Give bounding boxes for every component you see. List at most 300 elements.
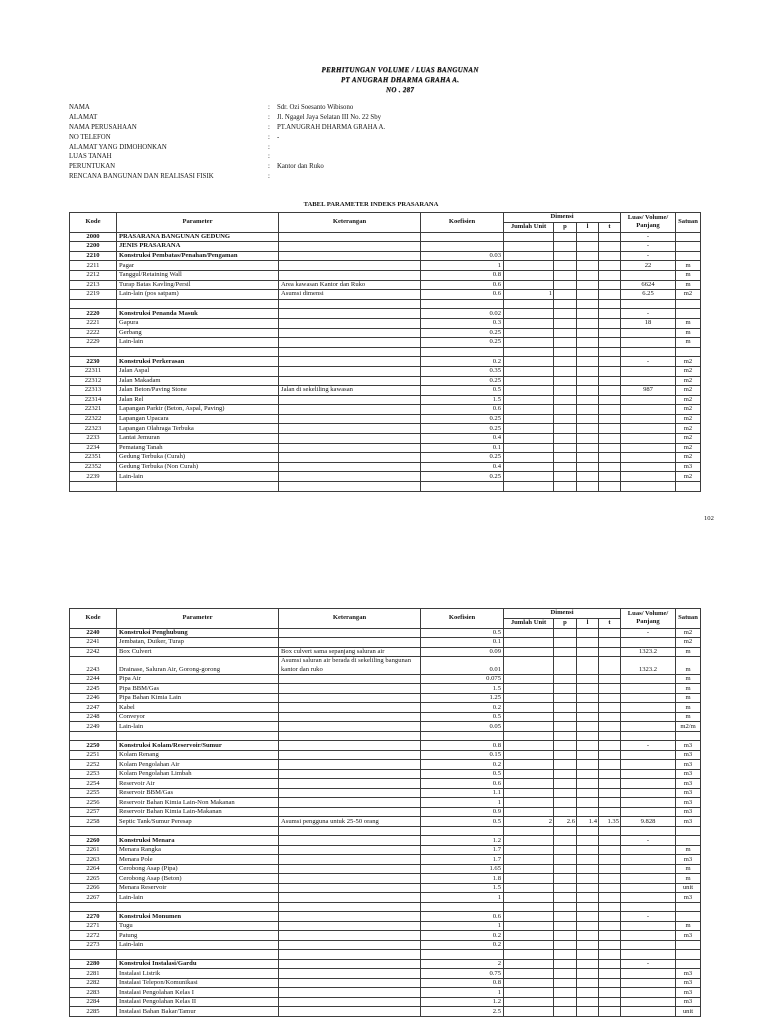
cell-keterangan	[279, 1007, 421, 1017]
cell-keterangan	[279, 788, 421, 798]
cell-kode: 2270	[70, 912, 117, 922]
cell-kode: 2213	[70, 280, 117, 290]
cell-p	[554, 997, 577, 1007]
cell-p	[554, 462, 577, 472]
cell-jumlah-unit	[504, 760, 554, 770]
table-row	[70, 864, 701, 874]
cell-satuan: m3	[676, 978, 701, 988]
cell-l	[577, 807, 599, 817]
empty-row	[70, 347, 701, 357]
cell-kode: 2219	[70, 290, 117, 300]
cell-l	[577, 647, 599, 657]
cell-t	[599, 836, 621, 846]
cell-jumlah-unit	[504, 912, 554, 922]
cell-satuan: m	[676, 261, 701, 271]
cell-kode: 2267	[70, 893, 117, 903]
cell-luas: 22	[621, 261, 676, 271]
cell-keterangan	[279, 424, 421, 434]
cell-l	[577, 328, 599, 338]
cell-p	[554, 921, 577, 931]
cell-kode: 2258	[70, 817, 117, 827]
cell-keterangan: Asumsi pengguna untuk 25-50 orang	[279, 817, 421, 827]
cell-keterangan	[279, 674, 421, 684]
info-label: NAMA PERUSAHAAN	[69, 123, 137, 131]
cell-l	[577, 242, 599, 252]
cell-luas: -	[621, 628, 676, 638]
cell-t	[599, 414, 621, 424]
cell-t	[599, 280, 621, 290]
cell-satuan	[676, 912, 701, 922]
table-row	[70, 684, 701, 694]
cell-satuan: m	[676, 712, 701, 722]
cell-p	[554, 902, 577, 912]
cell-parameter: JENIS PRASARANA	[117, 242, 279, 252]
cell-jumlah-unit	[504, 242, 554, 252]
cell-keterangan	[279, 462, 421, 472]
cell-luas: 6.25	[621, 290, 676, 300]
cell-keterangan	[279, 912, 421, 922]
table-row	[70, 969, 701, 979]
cell-luas: 1323.2	[621, 647, 676, 657]
cell-keterangan	[279, 902, 421, 912]
cell-t: 1.35	[599, 817, 621, 827]
cell-p	[554, 693, 577, 703]
cell-luas	[621, 950, 676, 960]
cell-l	[577, 290, 599, 300]
cell-l	[577, 270, 599, 280]
cell-kode: 2243	[70, 657, 117, 675]
cell-l	[577, 769, 599, 779]
cell-kode	[70, 826, 117, 836]
info-row	[69, 113, 489, 123]
cell-kode: 22352	[70, 462, 117, 472]
cell-keterangan	[279, 779, 421, 789]
info-label: RENCANA BANGUNAN DAN REALISASI FISIK	[69, 173, 214, 181]
cell-l	[577, 453, 599, 463]
cell-keterangan	[279, 414, 421, 424]
cell-l	[577, 443, 599, 453]
cell-luas: -	[621, 741, 676, 751]
table-row	[70, 414, 701, 424]
cell-keterangan	[279, 453, 421, 463]
cell-p	[554, 472, 577, 482]
cell-luas	[621, 969, 676, 979]
cell-luas	[621, 462, 676, 472]
cell-koefisien: 0.1	[421, 443, 504, 453]
cell-koefisien: 0.3	[421, 318, 504, 328]
table-row	[70, 703, 701, 713]
cell-kode: 22323	[70, 424, 117, 434]
cell-p	[554, 978, 577, 988]
cell-luas	[621, 338, 676, 348]
info-value: PT.ANUGRAH DHARMA GRAHA A.	[277, 123, 386, 131]
cell-keterangan	[279, 769, 421, 779]
cell-keterangan	[279, 722, 421, 732]
cell-t	[599, 912, 621, 922]
cell-luas	[621, 997, 676, 1007]
cell-p	[554, 684, 577, 694]
cell-l	[577, 638, 599, 648]
cell-koefisien: 0.9	[421, 807, 504, 817]
table-row	[70, 750, 701, 760]
cell-l	[577, 845, 599, 855]
cell-luas	[621, 712, 676, 722]
cell-luas	[621, 684, 676, 694]
cell-t	[599, 760, 621, 770]
cell-keterangan	[279, 693, 421, 703]
title-line-1: PERHITUNGAN VOLUME / LUAS BANGUNAN	[321, 66, 479, 74]
cell-satuan: m2	[676, 376, 701, 386]
table-row	[70, 434, 701, 444]
cell-p	[554, 232, 577, 242]
table-row	[70, 769, 701, 779]
header-t: t	[599, 223, 621, 233]
cell-keterangan	[279, 969, 421, 979]
cell-t	[599, 703, 621, 713]
table-row	[70, 261, 701, 271]
cell-t	[599, 299, 621, 309]
cell-p	[554, 722, 577, 732]
cell-keterangan	[279, 395, 421, 405]
cell-jumlah-unit	[504, 855, 554, 865]
cell-luas: -	[621, 836, 676, 846]
cell-p	[554, 414, 577, 424]
cell-t	[599, 628, 621, 638]
cell-luas	[621, 845, 676, 855]
cell-p	[554, 657, 577, 675]
cell-l	[577, 969, 599, 979]
cell-koefisien: 0.75	[421, 969, 504, 979]
cell-jumlah-unit	[504, 722, 554, 732]
cell-keterangan	[279, 940, 421, 950]
cell-l	[577, 741, 599, 751]
cell-kode: 2244	[70, 674, 117, 684]
parameter-table-part-2	[69, 608, 701, 1017]
cell-t	[599, 921, 621, 931]
cell-satuan	[676, 940, 701, 950]
cell-t	[599, 750, 621, 760]
cell-koefisien: 2.5	[421, 1007, 504, 1017]
cell-jumlah-unit	[504, 807, 554, 817]
cell-kode: 2263	[70, 855, 117, 865]
cell-luas	[621, 978, 676, 988]
cell-l	[577, 309, 599, 319]
cell-p	[554, 251, 577, 261]
cell-luas	[621, 299, 676, 309]
cell-satuan: m3	[676, 855, 701, 865]
cell-keterangan	[279, 931, 421, 941]
info-row	[69, 172, 489, 182]
cell-t	[599, 741, 621, 751]
cell-parameter: Gerbang	[117, 328, 279, 338]
cell-keterangan	[279, 347, 421, 357]
parameter-table-part-1	[69, 212, 701, 492]
cell-t	[599, 826, 621, 836]
cell-jumlah-unit	[504, 798, 554, 808]
cell-luas	[621, 395, 676, 405]
cell-l	[577, 318, 599, 328]
cell-l	[577, 750, 599, 760]
cell-satuan	[676, 232, 701, 242]
cell-l	[577, 703, 599, 713]
cell-koefisien	[421, 232, 504, 242]
cell-l	[577, 798, 599, 808]
cell-satuan: m2	[676, 638, 701, 648]
info-row	[69, 133, 489, 143]
cell-l	[577, 251, 599, 261]
cell-satuan	[676, 309, 701, 319]
cell-kode: 2229	[70, 338, 117, 348]
cell-satuan: m3	[676, 988, 701, 998]
cell-parameter: Jalan Rel	[117, 395, 279, 405]
cell-jumlah-unit	[504, 338, 554, 348]
cell-keterangan	[279, 482, 421, 492]
cell-p	[554, 950, 577, 960]
info-separator: :	[268, 143, 270, 151]
cell-parameter: Lain-lain	[117, 472, 279, 482]
cell-t	[599, 988, 621, 998]
cell-parameter	[117, 347, 279, 357]
table-row	[70, 722, 701, 732]
table-row	[70, 798, 701, 808]
cell-parameter: Pipa BBM/Gas	[117, 684, 279, 694]
cell-koefisien: 1	[421, 261, 504, 271]
cell-satuan: m	[676, 674, 701, 684]
cell-kode: 2200	[70, 242, 117, 252]
header-l: l	[577, 223, 599, 233]
cell-koefisien: 0.25	[421, 338, 504, 348]
cell-kode: 2281	[70, 969, 117, 979]
table-row	[70, 760, 701, 770]
cell-luas	[621, 703, 676, 713]
cell-kode: 2283	[70, 988, 117, 998]
cell-parameter: PRASARANA BANGUNAN GEDUNG	[117, 232, 279, 242]
cell-satuan: m	[676, 657, 701, 675]
cell-jumlah-unit	[504, 261, 554, 271]
cell-p	[554, 443, 577, 453]
table-row	[70, 788, 701, 798]
cell-koefisien: 0.5	[421, 769, 504, 779]
cell-jumlah-unit	[504, 347, 554, 357]
cell-kode: 2272	[70, 931, 117, 941]
cell-satuan	[676, 242, 701, 252]
cell-jumlah-unit	[504, 309, 554, 319]
cell-satuan: m	[676, 703, 701, 713]
cell-koefisien: 1	[421, 798, 504, 808]
cell-l	[577, 712, 599, 722]
cell-t	[599, 328, 621, 338]
cell-jumlah-unit	[504, 366, 554, 376]
cell-l	[577, 674, 599, 684]
table-row	[70, 940, 701, 950]
cell-jumlah-unit	[504, 712, 554, 722]
cell-t	[599, 874, 621, 884]
cell-koefisien: 0.09	[421, 647, 504, 657]
table-row	[70, 855, 701, 865]
cell-luas: -	[621, 309, 676, 319]
cell-keterangan	[279, 893, 421, 903]
table-row	[70, 959, 701, 969]
header-koefisien: Koefisien	[421, 213, 504, 233]
cell-t	[599, 674, 621, 684]
cell-t	[599, 462, 621, 472]
cell-luas	[621, 807, 676, 817]
cell-parameter: Jembatan, Duiker, Turap	[117, 638, 279, 648]
cell-satuan	[676, 482, 701, 492]
table-row	[70, 309, 701, 319]
empty-row	[70, 826, 701, 836]
cell-l	[577, 836, 599, 846]
cell-parameter: Cerobong Asap (Beton)	[117, 874, 279, 884]
cell-parameter: Patung	[117, 931, 279, 941]
cell-luas	[621, 366, 676, 376]
cell-jumlah-unit	[504, 893, 554, 903]
table-row	[70, 836, 701, 846]
header-dimensi: Dimensi	[504, 609, 621, 619]
cell-luas	[621, 347, 676, 357]
cell-jumlah-unit	[504, 864, 554, 874]
cell-t	[599, 779, 621, 789]
cell-kode: 2253	[70, 769, 117, 779]
table-row	[70, 280, 701, 290]
cell-p	[554, 647, 577, 657]
cell-t	[599, 712, 621, 722]
table-row	[70, 741, 701, 751]
cell-koefisien: 0.25	[421, 424, 504, 434]
cell-jumlah-unit	[504, 280, 554, 290]
cell-parameter: Konstruksi Instalasi/Gardu	[117, 959, 279, 969]
cell-parameter: Reservoir Bahan Kimia Lain-Makanan	[117, 807, 279, 817]
cell-t	[599, 290, 621, 300]
info-separator: :	[268, 173, 270, 181]
cell-koefisien: 0.1	[421, 638, 504, 648]
cell-parameter: Gedung Terbuka (Non Curah)	[117, 462, 279, 472]
cell-jumlah-unit	[504, 931, 554, 941]
cell-kode: 2233	[70, 434, 117, 444]
cell-jumlah-unit	[504, 750, 554, 760]
header-luas-line-2: Panjang	[636, 618, 660, 626]
cell-keterangan	[279, 684, 421, 694]
table-row	[70, 472, 701, 482]
header-jumlah-unit: Jumlah Unit	[504, 223, 554, 233]
cell-keterangan	[279, 434, 421, 444]
cell-t	[599, 788, 621, 798]
cell-luas	[621, 931, 676, 941]
cell-p	[554, 261, 577, 271]
cell-koefisien: 0.8	[421, 978, 504, 988]
cell-kode: 22322	[70, 414, 117, 424]
cell-satuan: m3	[676, 969, 701, 979]
cell-t	[599, 366, 621, 376]
cell-parameter: Kolam Pengolahan Limbah	[117, 769, 279, 779]
cell-jumlah-unit	[504, 657, 554, 675]
title-line-2: PT ANUGRAH DHARMA GRAHA A.	[340, 76, 460, 84]
cell-satuan: m3	[676, 798, 701, 808]
header-p: p	[554, 223, 577, 233]
cell-koefisien: 0.15	[421, 750, 504, 760]
cell-satuan: m	[676, 684, 701, 694]
cell-l	[577, 693, 599, 703]
cell-p	[554, 826, 577, 836]
table-row	[70, 845, 701, 855]
cell-p	[554, 912, 577, 922]
cell-koefisien: 1.1	[421, 788, 504, 798]
cell-p	[554, 434, 577, 444]
cell-koefisien: 0.25	[421, 376, 504, 386]
cell-jumlah-unit	[504, 318, 554, 328]
cell-satuan	[676, 959, 701, 969]
cell-kode: 2264	[70, 864, 117, 874]
info-value: Kantor dan Ruko	[277, 163, 324, 171]
cell-t	[599, 798, 621, 808]
cell-p	[554, 798, 577, 808]
cell-satuan: m2	[676, 424, 701, 434]
cell-kode: 2222	[70, 328, 117, 338]
cell-p	[554, 338, 577, 348]
cell-koefisien: 0.5	[421, 712, 504, 722]
cell-satuan: m3	[676, 997, 701, 1007]
cell-luas	[621, 1007, 676, 1017]
cell-luas: -	[621, 232, 676, 242]
cell-satuan	[676, 299, 701, 309]
cell-satuan: m3	[676, 931, 701, 941]
cell-luas	[621, 405, 676, 415]
cell-satuan: m	[676, 921, 701, 931]
cell-luas	[621, 788, 676, 798]
cell-p	[554, 366, 577, 376]
cell-kode	[70, 347, 117, 357]
cell-kode: 2250	[70, 741, 117, 751]
cell-keterangan: Area kawasan Kantor dan Ruko	[279, 280, 421, 290]
cell-satuan: m	[676, 270, 701, 280]
cell-kode: 2247	[70, 703, 117, 713]
header-luas-line-2: Panjang	[636, 222, 660, 230]
cell-p	[554, 395, 577, 405]
cell-p	[554, 357, 577, 367]
cell-parameter: Lain-lain	[117, 338, 279, 348]
cell-satuan: m	[676, 845, 701, 855]
cell-koefisien: 0.2	[421, 931, 504, 941]
cell-satuan: m	[676, 874, 701, 884]
cell-jumlah-unit	[504, 959, 554, 969]
cell-keterangan	[279, 959, 421, 969]
cell-t	[599, 318, 621, 328]
cell-parameter	[117, 299, 279, 309]
cell-keterangan	[279, 638, 421, 648]
table-row	[70, 386, 701, 396]
cell-p	[554, 788, 577, 798]
cell-koefisien: 0.6	[421, 280, 504, 290]
cell-luas	[621, 750, 676, 760]
cell-kode: 2249	[70, 722, 117, 732]
cell-jumlah-unit	[504, 299, 554, 309]
cell-koefisien: 1.5	[421, 395, 504, 405]
cell-t	[599, 453, 621, 463]
cell-koefisien	[421, 482, 504, 492]
cell-kode: 22351	[70, 453, 117, 463]
cell-l	[577, 376, 599, 386]
cell-luas	[621, 722, 676, 732]
cell-t	[599, 482, 621, 492]
info-row	[69, 152, 489, 162]
cell-jumlah-unit	[504, 969, 554, 979]
cell-t	[599, 232, 621, 242]
cell-luas	[621, 638, 676, 648]
cell-t	[599, 807, 621, 817]
cell-p	[554, 712, 577, 722]
table-row	[70, 657, 701, 675]
cell-jumlah-unit	[504, 395, 554, 405]
